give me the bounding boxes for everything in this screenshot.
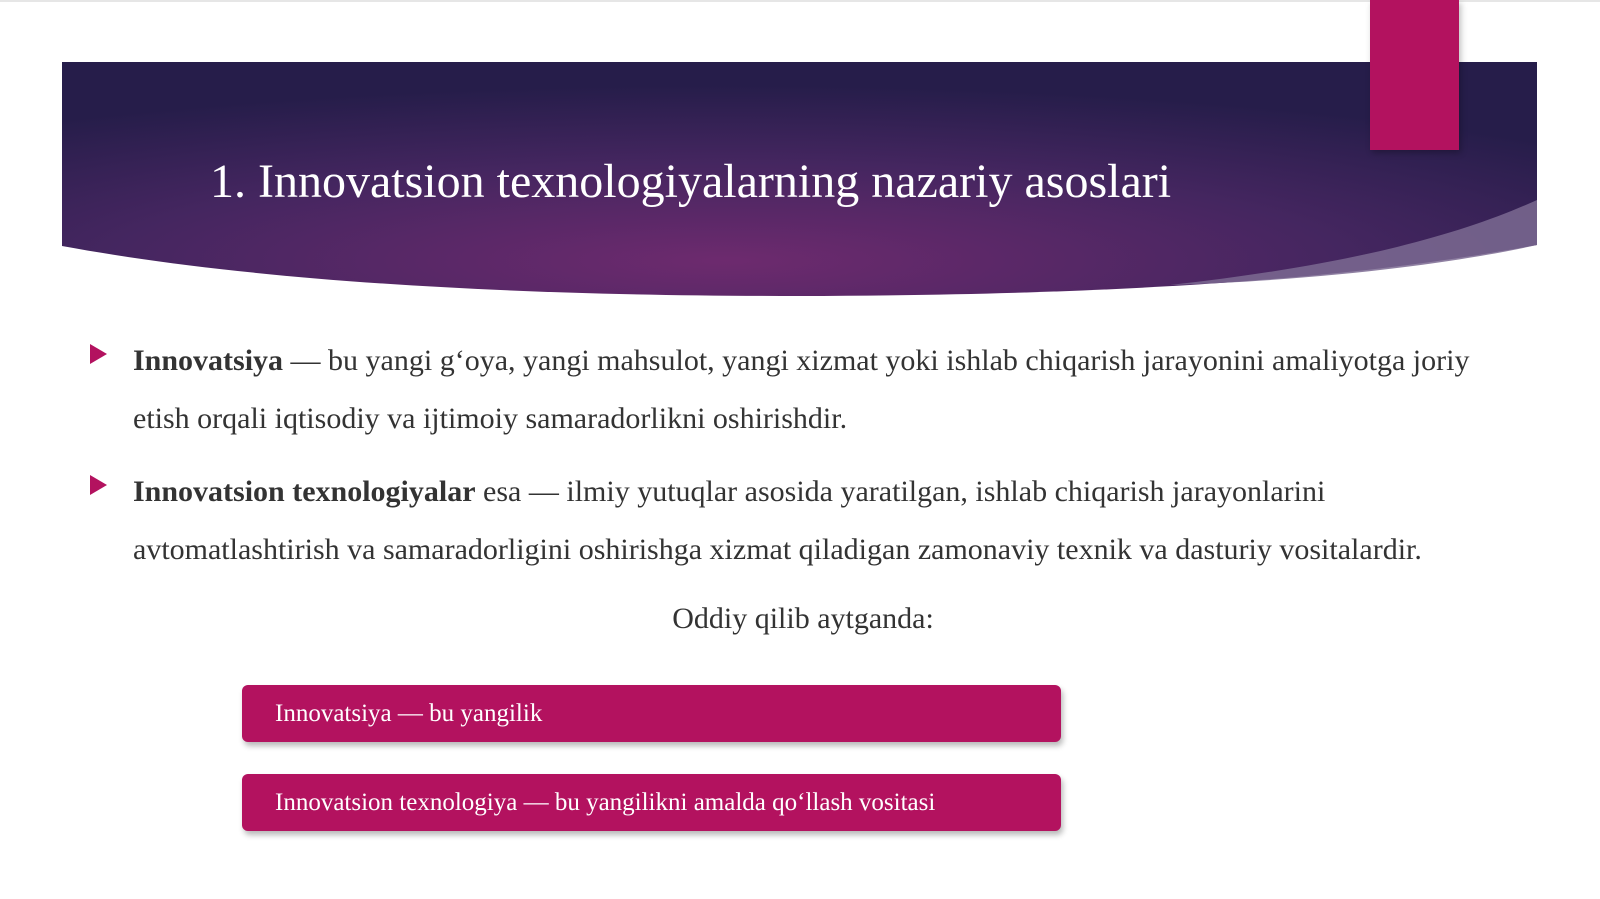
bullet-description: esa — ilmiy yutuqlar asosida yaratilgan, ishlab chiqarish jarayonlarini avtomatlashtirish va samaradorligini oshirishga xizmat qiladigan zamonaviy texnik va dasturiy vositalardir. [133,475,1422,566]
accent-tab [1370,0,1459,150]
summary-heading: Oddiy qilib aytganda: [672,602,934,635]
triangle-bullet-icon [90,344,107,364]
summary-box: Innovatsion texnologiya — bu yangilikni amalda qo‘llash vositasi [242,774,1061,831]
triangle-bullet-icon [90,475,107,495]
slide-title: 1. Innovatsion texnologiyalarning nazariy asoslari [210,155,1172,208]
bullet-term: Innovatsiya [133,344,284,377]
bullet-text [133,463,1508,579]
bullet-description: — bu yangi g‘oya, yangi mahsulot, yangi xizmat yoki ishlab chiqarish jarayonini amaliyotga joriy etish orqali iqtisodiy va ijtimoiy samaradorlikni oshirishdir. [133,344,1470,435]
bullet-text [133,332,1508,448]
bullet-term: Innovatsion texnologiyalar [133,475,476,508]
summary-box: Innovatsiya — bu yangilik [242,685,1061,742]
